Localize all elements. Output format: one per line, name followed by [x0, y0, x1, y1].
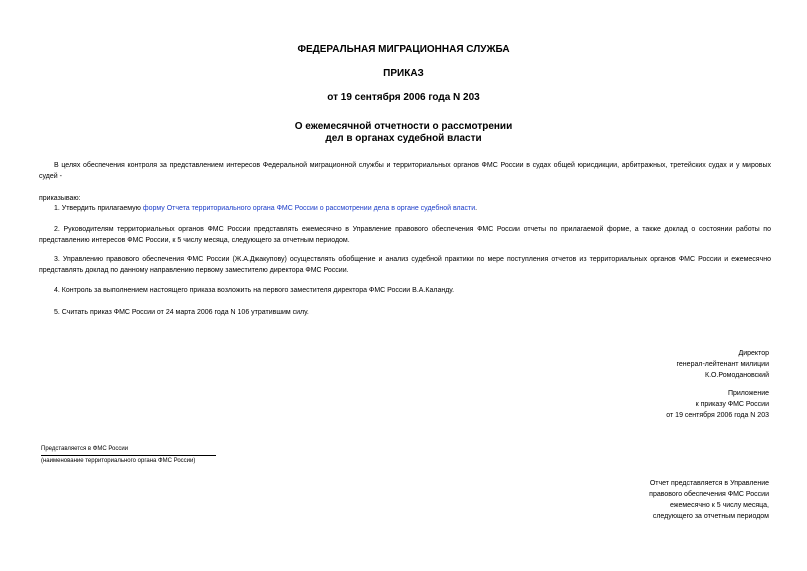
signature-name: К.О.Ромодановский [705, 372, 769, 379]
submitted-to-label: Представляется в ФМС России [41, 446, 129, 452]
order-date: от 19 сентября 2006 года N 203 [327, 92, 480, 103]
item-5: 5. Считать приказ ФМС России от 24 марта 2006 года N 106 утратившим силу. [54, 309, 309, 316]
item-4: 4. Контроль за выполнением настоящего приказа возложить на первого заместителя директора ФМС России В.А.Каланду. [54, 287, 455, 294]
appendix-ref-2: от 19 сентября 2006 года N 203 [666, 412, 769, 419]
submission-note-line-1: Отчет представляется в Управление [649, 480, 769, 487]
signature-rank: генерал-лейтенант милиции [676, 361, 769, 368]
territorial-organ-caption: (наименование территориального органа ФМС России) [41, 458, 196, 464]
territorial-organ-field-line [41, 455, 216, 456]
order-title-line-2: дел в органах судебной власти [325, 133, 482, 144]
item-3: 3. Управлению правового обеспечения ФМС России (Ж.А.Джакупову) осуществлять обобщение и анализ судебной практики по мере поступления отчетов из территориальных органов ФМС России и ежемесячно представлять доклад по данному направлению первому заместителю директора ФМС России. [39, 256, 771, 274]
intro-paragraph: В целях обеспечения контроля за представлением интересов Федеральной миграционной службы и территориальных органов ФМС России в судах общей юрисдикции, арбитражных, третейских судах и у мировых судей - [39, 162, 771, 180]
agency-heading: ФЕДЕРАЛЬНАЯ МИГРАЦИОННАЯ СЛУЖБА [297, 44, 510, 55]
submission-note [649, 478, 769, 522]
order-title-line-1: О ежемесячной отчетности о рассмотрении [294, 121, 513, 132]
item-1 [39, 203, 771, 214]
signature-block [677, 348, 769, 381]
signature-position: Директор [738, 350, 769, 357]
appendix-ref-1: к приказу ФМС России [695, 401, 769, 408]
form-link[interactable]: форму Отчета территориального органа ФМС России о рассмотрении дела в органе судебной власти [142, 205, 476, 212]
order-word: приказываю: [39, 195, 81, 202]
order-title [0, 121, 807, 145]
submission-note-line-3: ежемесячно к 5 числу месяца, [669, 502, 769, 509]
item-2: 2. Руководителям территориальных органов ФМС России представлять ежемесячно в Управление правового обеспечения ФМС России отчеты по прилагаемой форме, а также доклад о состоянии работы по представлению интересов ФМС России, к 5 числу месяца, следующего за отчетным периодом. [39, 226, 771, 244]
appendix-block [666, 388, 769, 421]
appendix-label: Приложение [727, 390, 769, 397]
submission-note-line-2: правового обеспечения ФМС России [649, 491, 769, 498]
item-1-prefix: 1. Утвердить прилагаемую [54, 205, 143, 212]
submission-note-line-4: следующего за отчетным периодом [652, 513, 769, 520]
item-1-suffix: . [475, 205, 478, 212]
doc-type-heading: ПРИКАЗ [383, 68, 424, 79]
